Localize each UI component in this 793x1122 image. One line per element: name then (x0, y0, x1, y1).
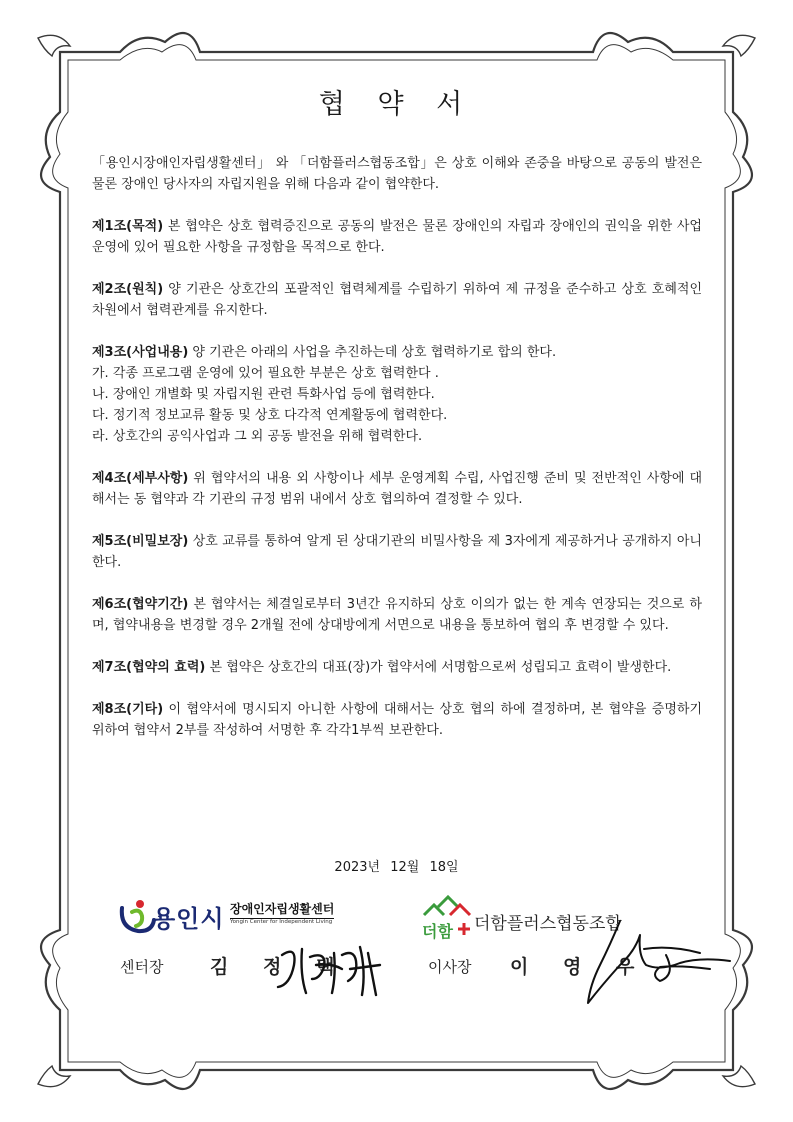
article-6-heading: 제6조(협약기간) (92, 597, 189, 612)
list-item: 다. 정기적 정보교류 활동 및 상호 다각적 연계활동에 협력한다. (92, 408, 448, 423)
article-5 (92, 531, 702, 573)
chairman-name: 이 영 우 (510, 956, 649, 978)
article-4-heading: 제4조(세부사항) (92, 471, 189, 486)
yongin-center-english-label: Yongin Center for Independent Living (230, 919, 333, 925)
center-director-signature (272, 935, 392, 1000)
center-director-role: 센터장 (120, 958, 164, 976)
article-4-text: 위 협약서의 내용 외 사항이나 세부 운영계획 수립, 사업진행 준비 및 전반적인 사항에 대해서는 동 협약과 각 기관의 규정 범위 내에서 상호 협의하여 결정할 수 있다. (92, 471, 702, 507)
yongin-center-logo (118, 896, 358, 936)
list-item: 가. 각종 프로그램 운영에 있어 필요한 부분은 상호 협력한다 . (92, 366, 439, 381)
article-3 (92, 342, 702, 363)
agreement-body (92, 153, 702, 762)
article-1 (92, 216, 702, 258)
deoham-emblem-icon (420, 893, 472, 941)
document-title: 협 약 서 (318, 89, 475, 120)
article-6 (92, 594, 702, 636)
yongin-city-label: 용인시 (152, 905, 225, 933)
article-5-text: 상호 교류를 통하여 알게 된 상대기관의 비밀사항을 제 3자에게 제공하거나 공개하지 아니한다. (92, 534, 702, 570)
article-6-text: 본 협약서는 체결일로부터 3년간 유지하되 상호 이의가 없는 한 계속 연장되는 것으로 하며, 협약내용을 변경할 경우 2개월 전에 상대방에게 서면으로 내용을 통보하여 협의 후 변경할 수 있다. (92, 597, 702, 633)
yongin-center-label: 장애인자립생활센터 (230, 900, 334, 919)
article-1-heading: 제1조(목적) (92, 219, 164, 234)
article-3-items (92, 363, 702, 447)
list-item: 나. 장애인 개별화 및 자립지원 관련 특화사업 등에 협력한다. (92, 387, 435, 402)
article-3-heading: 제3조(사업내용) (92, 345, 189, 360)
deoham-coop-label: 더함플러스협동조합 (474, 914, 622, 934)
article-4 (92, 468, 702, 510)
article-8-heading: 제8조(기타) (92, 702, 164, 717)
chairman-role: 이사장 (428, 958, 472, 976)
article-5-heading: 제5조(비밀보장) (92, 534, 189, 549)
article-8-text: 이 협약서에 명시되지 아니한 사항에 대해서는 상호 협의 하에 결정하며, 본 협약을 증명하기 위하여 협약서 2부를 작성하여 서명한 후 각각1부씩 보관한다. (92, 702, 702, 738)
article-2-heading: 제2조(원칙) (92, 282, 164, 297)
article-3-text: 양 기관은 아래의 사업을 추진하는데 상호 협력하기로 합의 한다. (188, 345, 557, 360)
article-7-heading: 제7조(협약의 효력) (92, 660, 206, 675)
agreement-date (0, 856, 793, 875)
deoham-mark-text: 더함 (422, 922, 453, 941)
date-month: 12월 (390, 860, 420, 875)
intro-paragraph: 「용인시장애인자립생활센터」 와 「더함플러스협동조합」은 상호 이해와 존중을 바탕으로 공동의 발전은 물론 장애인 당사자의 자립지원을 위해 다음과 같이 협약한다. (92, 156, 702, 192)
article-7-text: 본 협약은 상호간의 대표(장)가 협약서에 서명함으로써 성립되고 효력이 발생한다. (205, 660, 672, 675)
article-8 (92, 699, 702, 741)
chairman-signature (580, 915, 745, 1010)
article-2-text: 양 기관은 상호간의 포괄적인 협력체계를 수립하기 위하여 제 규정을 준수하고 상호 호혜적인 차원에서 협력관계를 유지한다. (92, 282, 702, 318)
list-item: 라. 상호간의 공익사업과 그 외 공동 발전을 위해 협력한다. (92, 429, 423, 444)
date-year: 2023년 (334, 860, 381, 875)
center-director-name: 김 정 택 (210, 956, 349, 978)
article-7 (92, 657, 702, 678)
date-day: 18일 (429, 860, 459, 875)
article-2 (92, 279, 702, 321)
article-1-text: 본 협약은 상호 협력증진으로 공동의 발전은 물론 장애인의 자립과 장애인의 권익을 위한 사업운영에 있어 필요한 사항을 규정함을 목적으로 한다. (92, 219, 702, 255)
